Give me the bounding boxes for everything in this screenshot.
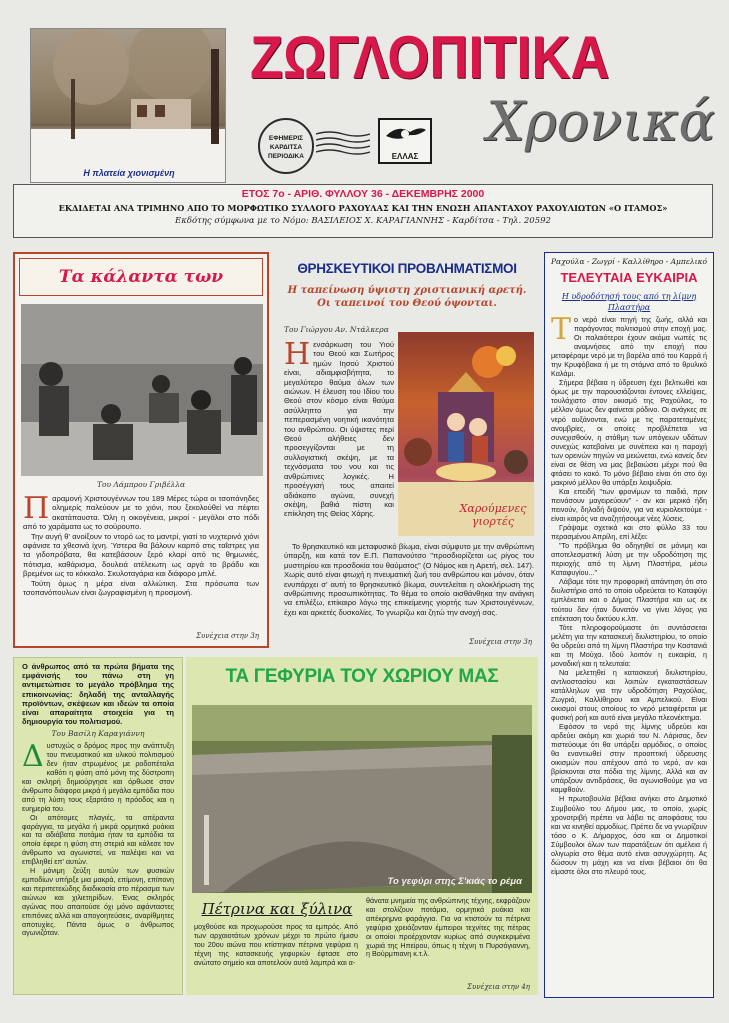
stamp-text: ΕΦΗΜΕΡΙΣ ΚΑΡΔΙΤΣΑ ΠΕΡΙΟΔΙΚΑ	[268, 135, 304, 160]
religion-wide-body	[284, 542, 534, 617]
masthead-photo-caption: Η πλατεία χιονισμένη	[83, 168, 175, 178]
bridges-subtitle: Πέτρινα και ξύλινα	[201, 900, 353, 918]
bridges-article	[186, 657, 538, 995]
culture-paragraph: Η μόνιμη ζεύξη αυτών των φυσικών εμποδίων υπήρξε μια μακρά, επίμονη, επίπονη και περιπετειώδης διαδικασία στο πέρασμα των αιώνων και χιλιετηρίδων. Ένας σκληρός αγώνας που απαιτούσε όχι μόνο αφάνταστες επιπόνιες αλλά και απογοητεύσεις, αναρίθμητες αποτυχίες. Πάντα όμως ο άνθρωπος αγωνιζόταν.	[22, 866, 174, 938]
kalanta-title: Τα κάλαντα των	[19, 258, 263, 296]
eykairia-article-box	[544, 252, 714, 998]
elta-bird-icon	[380, 120, 430, 148]
religion-col-text: ενσάρκωση του Υιού του Θεού και Σωτήρος ημών Ιησού Χριστού είναι, αδιαμφισβήτητα, το μεγαλύτερο θαύμα όλων των αιώνων. Η έλευση του Ιδίου του Θεού στον κόσμο είναι θαύμα ασύλληπτο για την πεπερασμένη νοητική ικανότητα του ανθρώπου. Οι ύψιστες περί Θεού αλήθειες δεν προσεγγίζονται με τη συλλογιστική σκέψη, με τα τεχνάσματα του νου και τις ανθρώπινες λογικές. Η προσέγγισή τους απαιτεί αδιάκοπο αγώνα, συνεχή σκέψη, βαθιά πίστη και επίκληση της Θείας Χάρης.	[284, 340, 394, 519]
bridge-photo-caption: Το γεφύρι στης Σ'κιάς το ρέμα	[387, 876, 522, 887]
kalanta-paragraph: Τούτη όμως η μέρα είναι αλλιώτικη. Στα πρόσωπα των τσοπανόπουλων είναι ζωγραφισμένη η προσμονή.	[23, 578, 259, 598]
culture-author: Του Βασίλη Καραγιάννη	[51, 729, 145, 739]
stone-bridge-image	[192, 705, 532, 893]
masthead-subtitle-script: Χρονικά	[486, 90, 715, 153]
bridges-col2	[366, 897, 530, 959]
kalanta-article-box	[13, 252, 269, 648]
religion-col-body	[284, 337, 394, 519]
shepherds-photo-image	[21, 304, 263, 476]
kalanta-dropcap: Π	[23, 491, 50, 526]
eykairia-paragraph: Εφόσον το νερό της λίμνης υδρεύει και αρδεύει ακόμη και χωριά του Ν. Λάρισας, δεν πιστεύουμε ότι θα υπάρξει αρμόδιος, ο οποίος θα εναντιωθεί στην προοπτική ύδρευσης οικισμών που απέχουν από το νερό, αν και βρίσκονται στα πόδια της λίμνης. Αλλά και αν υπάρξουν αντιδράσεις, θα αγωνισθούμε για να καμφθούν.	[551, 722, 707, 795]
kalanta-author: Του Λάμπρου Γριβέλλα	[96, 480, 186, 489]
bridges-continued: Συνέχεια στην 4η	[467, 983, 530, 991]
bridges-title: ΤΑ ΓΕΦΥΡΙΑ ΤΟΥ ΧΩΡΙΟΥ ΜΑΣ	[225, 666, 499, 687]
eykairia-paragraph: Να μελετηθεί η κατασκευή διυλιστηρίου, αντλιοστασίου και λοιπών εγκαταστάσεων κατάλληλων για την υδροδότηση Ραχούλας, Ζωγριά, Καλλίθηρου και Αμπελικού. Είναι οικισμοί στους οποίους το νερό μεταφέρεται με φυσική ροή και αυτό είναι μεγάλο πλεονέκτημα.	[551, 667, 707, 723]
culture-body	[14, 740, 182, 938]
postmark-lines-icon	[316, 130, 370, 156]
snowy-square-image	[31, 29, 226, 183]
eykairia-paragraph: Σήμερα βέβαια η ύδρευση έχει βελτιωθεί και όμως με την παρουσιάζονται έντονες ελλείψεις, τουλάχιστο στον οικισμό της Ραχούλας, το μέλλον όμως δεν φαίνεται ρόδινο. Οι ανάγκες σε νερό αυξάνονται, ενώ με τις παρατεταμένες ανομβρίες, οι οποίες προβλέπεται να συνεχισθούν, η στάθμη των υπόγειων υδάτων συνεχώς κατεβαίνει με συνέπεια και η παροχή των ορεινών πηγών να μειώνεται, ενώ κανείς δεν είναι σε θέση να μας βεβαιώσει μέχρι πού θα φτάσει το κακό. Το μόνο βέβαιο είναι ότι στο όχι μακρινό μέλλον θα υπάρξει λειψυδρία.	[551, 378, 707, 487]
issue-line-3: Εκδότης σύμφωνα με το Νόμο: ΒΑΣΙΛΕΙΟΣ Χ. ΚΑΡΑΓΙΑΝΝΗΣ - Καρδίτσα - Τηλ. 20592	[175, 216, 551, 226]
culture-dropcap: Δ	[22, 739, 44, 775]
religion-subtitle: Η ταπείνωση ύψιστη χριστιανική αρετή. Οι ταπεινοί του Θεού όψονται.	[287, 285, 527, 309]
elta-label: ΕΛΛΑΣ	[391, 152, 419, 161]
eykairia-body	[551, 312, 707, 876]
eykairia-paragraph: Γράψαμε σχετικά και στο φύλλο 33 του περασμένου Απρίλη, επί λέξει:	[551, 523, 707, 542]
culture-article-box	[13, 657, 183, 995]
masthead-title: ΖΩΓΛΟΠΙΤΙΚΑ	[250, 24, 610, 92]
eykairia-paragraph: Λάβαμε τότε την προφορική απάντηση ότι στο διυλιστήριο από το οποίο υδρεύεται το Καταφύγι εμπλέκεται και ο Δήμος Πλαστήρα και ως εκ τούτου δεν ήταν δυνατόν να γίνει λόγος για επέκταση του δικτύου κ.λπ.	[551, 577, 707, 623]
nativity-image	[398, 332, 534, 536]
bridges-col2-text: θάνατα μνημεία της ανθρώπινης τέχνης, εκφράζουν και στολίζουν ποτάμια, ορμητικά ρυάκια και απέκρημνα φαράγγια. Για να κτιστούν τα πέτρινα γεφύρια χρειάζονταν έμπειροι τεχνίτες της πέτρας οι οποίοι προέρχονταν κυρίως από συγκεκριμένα χωριά της Ηπείρου, όπως η τέχνη τι Πυρσόγιαννη, η Βούρμπιανη κ.τ.λ.	[366, 896, 530, 959]
religion-title: ΘΡΗΣΚΕΥΤΙΚΟΙ ΠΡΟΒΛΗΜΑΤΙΣΜΟΙ	[297, 261, 517, 276]
eykairia-title: ΤΕΛΕΥΤΑΙΑ ΕΥΚΑΙΡΙΑ	[560, 270, 698, 285]
issue-line-1: ΕΤΟΣ 7ο - ΑΡΙΘ. ΦΥΛΛΟΥ 36 - ΔΕΚΕΜΒΡΗΣ 2000	[241, 188, 485, 200]
kalanta-continued: Συνέχεια στην 3η	[196, 632, 259, 640]
eykairia-paragraph: "Το πρόβλημα θα οδηγηθεί σε μόνιμη και αποτελεσματική λύση με την υδροδότηση της περιοχής από τη λίμνη Πλαστήρα, μέσω Καταφυγίου..."	[551, 541, 707, 578]
culture-paragraph: υστυχώς ο δρόμος προς την ανάπτυξη του πνευματικού και υλικού πολιτισμού δεν ήταν στρωμένος με ροδοπέταλα καθότι η φύση από μόνη της δύστροπη και σκληρή δημιούργησε και όρθωσε στον άνθρωπο διάφορα μικρά ή μεγάλα εμπόδια που από τη λύση τους εξαρτάτο η πρόοδος και η ευημερία του.	[22, 741, 174, 813]
religion-author: Του Γιώργου Αν. Ντάλκερα	[284, 325, 389, 334]
religion-continued: Συνέχεια στην 3η	[469, 638, 532, 646]
eykairia-paragraph: ο νερό είναι πηγή της ζωής, αλλά και παράγοντας πολιτισμού στην εποχή μας. Οι παλαιότεροι έχουν ακόμα νωπές τις αναμνήσεις από την εποχή που μεταφέραμε νερό με τη βαρέλα από του Καρρά ή την Κρυφόβακα ή με τη στάμνα από το θρυλικό Καλάμι.	[551, 315, 707, 379]
masthead-photo	[30, 28, 226, 183]
kalanta-paragraph: Την αυγή θ' ανοίξουν το ντορό ως το μαντρί, γιατί το νυχτερινό χιόνι αφάνισε τα χθεσινά ίχνη. Ύστερα θα βάλουν καρπό στις ταΐστρες για τα γιδοπρόβατα, θα κατεβάσουν ξερό κλαρί από τις θημωνιές, πότισμα, καθάρισμα, δουλειά ατέλειωτη ως αργά το βράδυ και βρεμένοι ως το κόκκαλο. Σκυλοταγάρια και διάφορο μπλέ.	[23, 531, 259, 579]
culture-paragraph: Οι απότομες πλαγιές, τα απέραντα φαράγγια, τα μεγάλα ή μικρά ορμητικά ρυάκια και τα αδιάβατα ποτάμια ήταν τα εμπόδια τα οποία έφερε η φύση στη στεριά και κάλεσε τον άνθρωπο να αγωνιστεί, να παλέψει και να επιβληθεί επ' αυτών.	[22, 812, 174, 867]
culture-intro: Ο άνθρωπος από τα πρώτα βήματα της εμφάνισής του πάνω στη γη αντιμετώπισε το μεγάλο πρόβλημα της επικοινωνίας: δηλαδή της ανταλλαγής προϊόντων, σκέψεων και ιδεών τα οποία είναι απαραίτητα στοιχεία για τη δημιουργία του πολιτισμού.	[22, 662, 174, 727]
elta-logo	[378, 118, 432, 164]
eykairia-paragraph: Τότε πληροφορούμαστε ότι συντάσσεται μελέτη για την κατασκευή διυλιστηρίου, το οποίο θα υδρεύει από τη λίμνη Πλαστήρα την Καστανιά και τη Μούχα. Ιδού λοιπόν η ευκαιρία, η μοναδική και η τελευταία:	[551, 622, 707, 668]
eykairia-villages: Ραχούλα - Ζωγρί - Καλλίθηρο - Αμπελικό	[550, 257, 708, 266]
bridge-photo	[192, 705, 532, 893]
kalanta-photo	[21, 304, 263, 476]
issue-line-2: ΕΚΔΙΔΕΤΑΙ ΑΝΑ ΤΡΙΜΗΝΟ ΑΠΟ ΤΟ ΜΟΡΦΩΤΙΚΟ ΣΥΛΛΟΓΟ ΡΑΧΟΥΛΑΣ ΚΑΙ ΤΗΝ ΕΝΩΣΗ ΑΠΑΝΤΑΧΟΥ ΡΑΧΟΥΛΙΩΤΩΝ «Ο ΙΤΑΜΟΣ»	[58, 203, 668, 213]
eykairia-paragraph: Και επειδή "των φρονίμων τα παιδιά, πριν πεινάσουν μαγειρεύουν" - αν και μερικά ήδη πεινούν, δηλαδή διψούν, για να κυριολεκτούμε - είναι καιρός να αναζητήσουμε νέες λύσεις.	[551, 486, 707, 524]
religion-dropcap: Η	[284, 337, 311, 372]
eykairia-subtitle: Η υδροδότησή τους από τη λίμνη Πλαστήρα	[561, 292, 697, 312]
religion-wide-text: Το θρησκευτικό και μεταφυσικό βίωμα, είναι σύμφυτο με την ανθρώπινη ύπαρξη, και κατά τον Ε.Π. Παπανούτσο "προσδιορίζεται ως ρίγος του μυστηρίου και προσδοκία του θαύματος" (Ο Νόμος και η Αρετή, σελ. 147). Χωρίς αυτό είναι φτωχή η πνευματική ζωή του ανθρώπου και μόνον, όταν ενυπάρχει σ' αυτή το θρησκευτικό βίωμα, συντελείται η ολοκλήρωση της ανθρώπινης προσωπικότητας. Το θέμα το οποίο αισθάνθηκα την ανάγκη να επιλέξω, επίκαιρο λόγω της επικείμενης γιορτής των Χριστουγέννων, έχει και αρκετές δυσκολίες. Το γνωρίζω και ζητώ την ανοχή σας.	[284, 542, 534, 617]
eykairia-dropcap: Τ	[551, 312, 572, 347]
eykairia-paragraph: Η πρωτοβουλία βέβαια ανήκει στο Δημοτικό Συμβούλιο του Δήμου μας, το οποίο, χωρίς χρονοτριβή πρέπει να λάβει τις αποφάσεις του και να κινηθεί αρμοδίως. Πρέπει δε να γνωρίζουν τόσο ο Κ. Δήμαρχος, όσο και οι Δημοτικοί Σύμβουλοι όλων των παρατάξεων ότι αμέλεια ή ολιγωρία στο θέμα αυτό είναι ασυγχώρητη. Ας δώσουν τη μάχη και να είναι βέβαιοι ότι θα είμαστε όλοι στο πλευρό τους.	[551, 794, 707, 876]
issue-info-box	[13, 184, 713, 238]
masthead-stamp	[258, 118, 314, 174]
religion-article	[276, 252, 538, 648]
nativity-caption: Χαρούμενες γιορτές	[459, 502, 527, 528]
kalanta-body	[23, 491, 259, 598]
kalanta-paragraph: αραμονή Χριστουγέννων του 189 Μέρες τώρα οι τσοπάνηδες ολημερίς παλεύουν με το χιόνι, που ξεκολούθεί να πέφτει ακατάπαυστα. Όλη η οικογένεια, μικροί - μεγάλοι στο πόδι από το χαράματα ως το σούρουπο.	[23, 494, 259, 532]
bridges-col1-text: μοχθούσε και προχωρούσε προς τα εμπρός. Από των αρχαιοτάτων χρόνων μέχρι το πρώτο ήμισυ του 20ου αιώνα που κτίστηκαν πέτρινα γεφύρια η τέχνη της κατασκευής γεφυριών έφτασε στο ανώτατο σημείο και αποτελούν αυτά λαμπρά και α-	[194, 922, 358, 967]
bridges-col1	[194, 923, 358, 968]
